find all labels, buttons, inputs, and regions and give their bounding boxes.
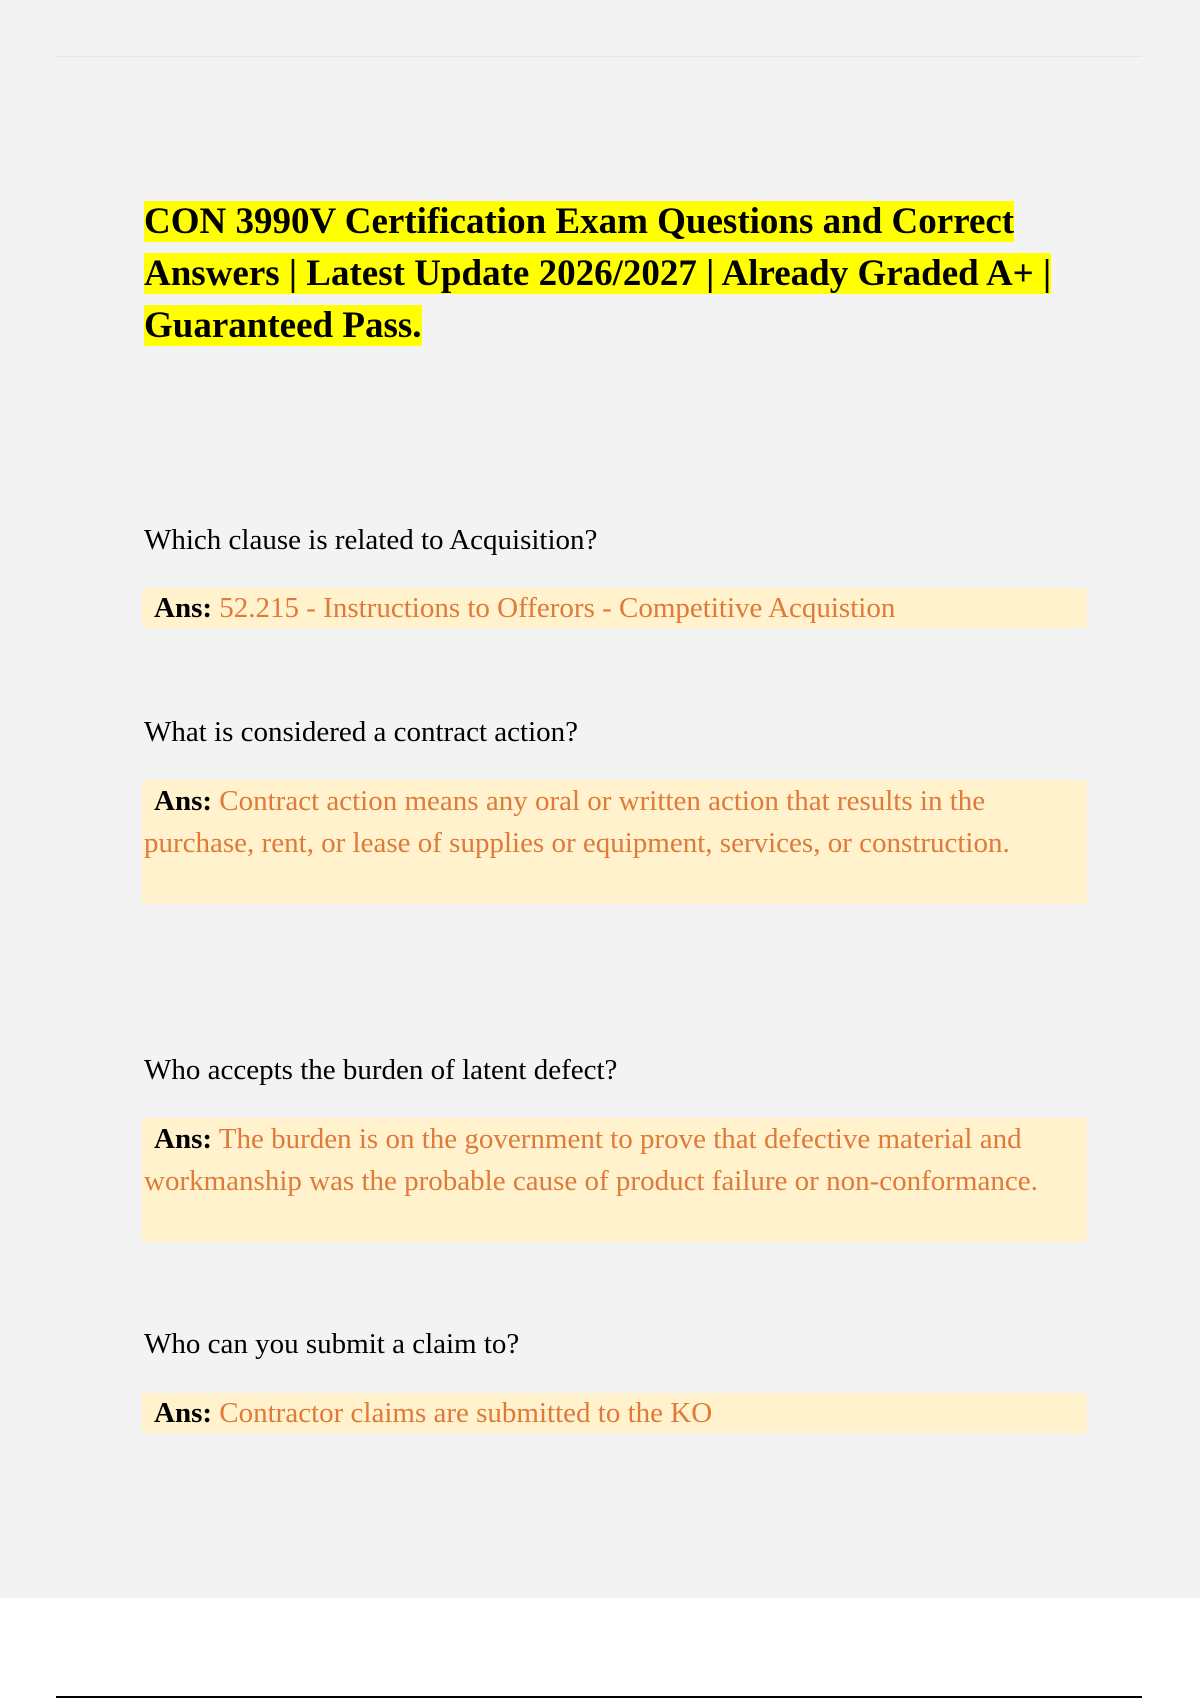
title-highlight: CON 3990V Certification Exam Questions and Correct Answers | Latest Update 2026/2027 | Already Graded A+ | Guaranteed Pass.: [144, 201, 1052, 346]
answer-label: Ans:: [154, 785, 213, 817]
answer-text: 52.215 - Instructions to Offerors - Competitive Acquistion: [219, 592, 896, 624]
question-3: Who accepts the burden of latent defect?: [144, 1054, 618, 1086]
document-title: [144, 196, 1104, 352]
answer-label: Ans:: [154, 592, 213, 624]
question-2: What is considered a contract action?: [144, 716, 578, 748]
answer-text: Contractor claims are submitted to the KO: [219, 1397, 713, 1429]
answer-label: Ans:: [154, 1123, 213, 1155]
answer-text: The burden is on the government to prove that defective material and workmanship was the probable cause of product failure or non-conformance.: [144, 1123, 1038, 1197]
answer-2: [142, 780, 1087, 904]
question-4: Who can you submit a claim to?: [144, 1328, 520, 1360]
bottom-divider: [56, 1696, 1142, 1698]
answer-3: [142, 1118, 1087, 1242]
answer-1: [142, 588, 1087, 628]
answer-label: Ans:: [154, 1397, 213, 1429]
answer-4: [142, 1393, 1087, 1433]
question-1: Which clause is related to Acquisition?: [144, 524, 598, 556]
top-divider: [56, 56, 1142, 57]
answer-text: Contract action means any oral or written action that results in the purchase, rent, or lease of supplies or equipment, services, or construction.: [144, 785, 1010, 859]
